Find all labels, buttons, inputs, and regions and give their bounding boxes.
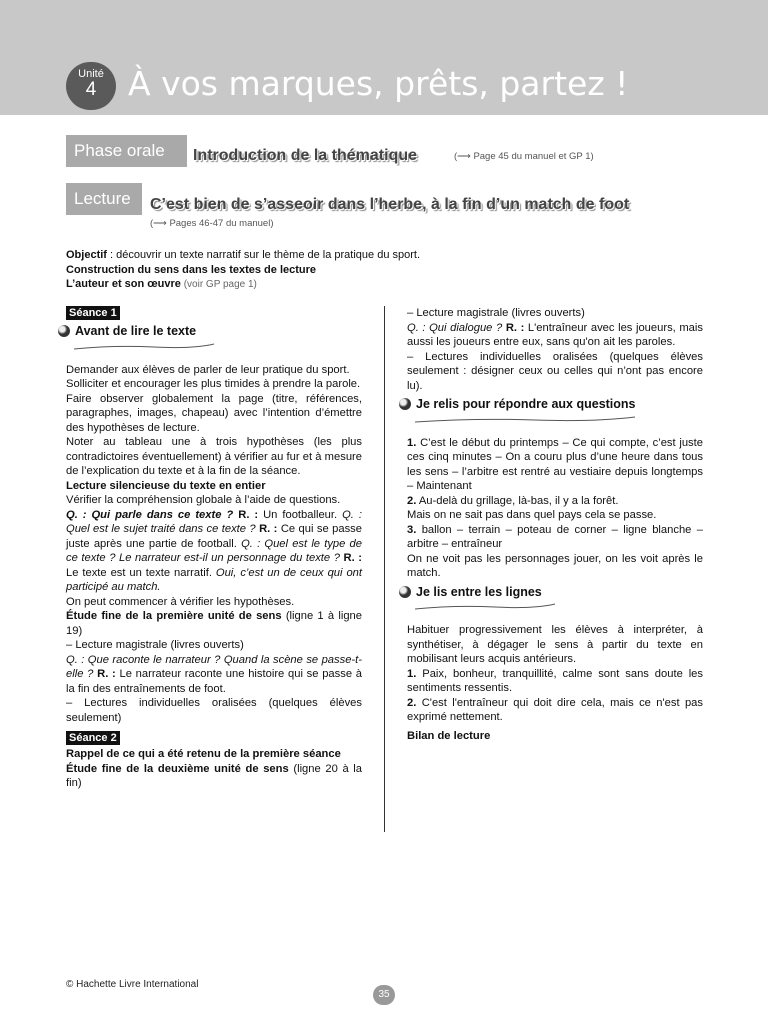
arrow-icon: (⟶ <box>454 151 474 162</box>
lecture-ref: (⟶ Pages 46-47 du manuel) <box>150 218 274 229</box>
etude-2: Étude fine de la deuxième unité de sens (ligne 20 à la fin) <box>66 762 363 789</box>
bullet-icon <box>58 325 70 337</box>
paragraph: Faire observer globalement la page (titre, références, paragraphes, images, chapeau) avec l’intention d’émettre des hypothèses de lecture. <box>66 392 362 434</box>
paragraph: Noter au tableau une à trois hypothèses (les plus contradictoires éventuellement) à vérifier au fur et à mesure de l’explication du texte et à la fin de la séance. <box>66 436 362 477</box>
paragraph: Vérifier la compréhension globale à l’aide de questions. <box>66 494 341 506</box>
objectif-line3-ref: (voir GP page 1) <box>180 279 257 290</box>
bullet-icon <box>399 586 411 598</box>
objectif-text: : découvrir un texte narratif sur le thème de la pratique du sport. <box>106 249 421 261</box>
paragraph: On ne voit pas les personnages jouer, on les voit après le match. <box>407 552 703 579</box>
qa-paragraph: Q. : Qui parle dans ce texte ? R. : Un footballeur. Q. : Quel est le sujet traité dans ce texte ? R. : Ce qui se passe juste après une partie de football. Q. : Quel est le type de ce texte ? Le narrateur est-il un personnage du texte ? R. : Le texte est un texte narratif. Oui, c’est un de ceux qui ont participé au match. <box>66 508 363 593</box>
paragraph: Demander aux élèves de parler de leur pratique du sport. <box>66 363 350 376</box>
unit-number: 4 <box>85 79 97 100</box>
paragraph: – Lectures individuelles oralisées (quelques élèves seulement) <box>66 697 362 724</box>
paragraph: – Lectures individuelles oralisées (quelques élèves seulement : désigner ceux ou celles qui n’ont pas encore lu). <box>407 350 703 392</box>
squiggle-divider <box>74 343 214 351</box>
phase-orale-tag: Phase orale <box>66 135 187 167</box>
seance-1-badge: Séance 1 <box>66 306 120 320</box>
bilan-heading: Bilan de lecture <box>407 729 491 742</box>
right-column <box>407 306 703 743</box>
lecture-tag: Lecture <box>66 183 142 215</box>
objectif-line2: Construction du sens dans les textes de lecture <box>66 263 317 276</box>
lecture-title: C’est bien de s’asseoir dans l’herbe, à la fin d’un match de foot <box>150 196 630 213</box>
page-number: 35 <box>373 985 395 1005</box>
paragraph: – Lecture magistrale (livres ouverts) <box>407 307 585 319</box>
answer-2: 2. Au-delà du grillage, là-bas, il y a la forêt. <box>407 494 619 507</box>
paragraph: – Lecture magistrale (livres ouverts) <box>66 639 244 651</box>
left-column <box>66 306 362 791</box>
answer-1: 1. C’est le début du printemps – Ce qui compte, c’est juste ces cinq minutes – On a couru plus d’une heure dans tous les sens – l’arbitre est rentré au vestiaire depuis longtemps – Maintenant <box>407 436 703 492</box>
lis-lignes-heading: Je lis entre les lignes <box>399 585 703 600</box>
column-divider <box>384 306 385 832</box>
unit-badge <box>66 62 116 110</box>
paragraph: On peut commencer à vérifier les hypothèses. <box>66 595 295 608</box>
arrow-icon: (⟶ <box>150 218 170 229</box>
phase-orale-ref: (⟶ Page 45 du manuel et GP 1) <box>454 151 594 162</box>
objectif-line3: L’auteur et son œuvre <box>66 278 181 290</box>
squiggle-divider <box>415 416 635 424</box>
seance-2-badge: Séance 2 <box>66 731 120 745</box>
answer-3: 3. ballon – terrain – poteau de corner – ligne blanche – arbitre – entraîneur <box>407 523 703 550</box>
qa-paragraph: Q. : Qui dialogue ? R. : L'entraîneur avec les joueurs, mais aussi les joueurs entre eux, sans qu'on ait les paroles. <box>407 321 703 348</box>
copyright: © Hachette Livre International <box>66 979 199 990</box>
paragraph: Mais on ne sait pas dans quel pays cela se passe. <box>407 509 657 521</box>
bullet-icon <box>399 398 411 410</box>
unit-title: À vos marques, prêts, partez ! <box>128 64 629 103</box>
objectives-block <box>66 248 420 293</box>
avant-lire-heading: Avant de lire le texte <box>58 324 362 339</box>
relis-heading: Je relis pour répondre aux questions <box>399 397 703 412</box>
rappel-heading: Rappel de ce qui a été retenu de la première séance <box>66 748 341 760</box>
paragraph: Habituer progressivement les élèves à interpréter, à synthétiser, à dégager le sens à partir du texte en mobilisant leurs acquis antérieurs. <box>407 624 703 665</box>
etude-1: Étude fine de la première unité de sens (ligne 1 à ligne 19) <box>66 610 362 637</box>
answer-b1: 1. Paix, bonheur, tranquillité, calme sont sans doute les sentiments ressentis. <box>407 667 703 694</box>
squiggle-divider <box>415 603 555 611</box>
paragraph: Solliciter et encourager les plus timides à prendre la parole. <box>66 378 361 390</box>
lecture-silencieuse-heading: Lecture silencieuse du texte en entier <box>66 479 266 492</box>
phase-orale-title: Introduction de la thématique <box>193 147 418 164</box>
answer-b2: 2. C'est l'entraîneur qui doit dire cela, mais ce n'est pas exprimé nettement. <box>407 696 703 723</box>
objectif-label: Objectif <box>66 249 107 261</box>
qa-paragraph: Q. : Que raconte le narrateur ? Quand la scène se passe-t-elle ? R. : Le narrateur raconte une histoire qui se passe à la fin des entraînements de foot. <box>66 653 362 695</box>
unit-label: Unité <box>78 68 104 80</box>
